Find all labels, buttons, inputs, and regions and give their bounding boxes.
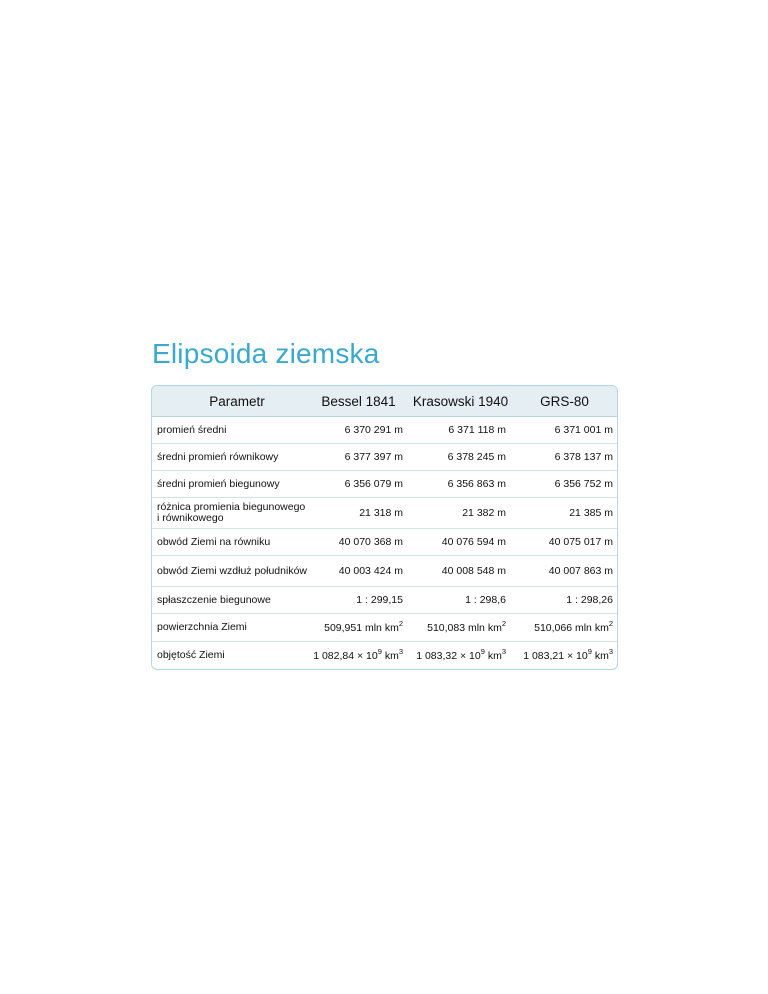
table-row: [152, 614, 617, 642]
value-krasowski: 1 : 298,6: [465, 594, 506, 606]
value-grs80: [512, 618, 617, 634]
value-grs80: 21 385 m: [569, 507, 613, 519]
value-bessel: [308, 618, 409, 634]
row-label: średni promień biegunowy: [157, 477, 280, 490]
exponent: 9: [377, 646, 382, 656]
table-row: [152, 587, 617, 614]
superscript: 2: [501, 618, 506, 628]
unit-text: km: [484, 649, 502, 662]
value-grs80: 6 356 752 m: [554, 478, 613, 490]
row-label: objętość Ziemi: [157, 649, 225, 661]
value-krasowski: [409, 646, 512, 662]
value-text: 1 083,32 × 10: [416, 649, 481, 662]
value-text: 509,951 mln km: [324, 621, 399, 634]
page-title: Elipsoida ziemska: [152, 338, 380, 369]
value-krasowski: 6 371 118 m: [448, 424, 506, 436]
superscript: 3: [608, 646, 613, 656]
superscript: 2: [608, 618, 613, 628]
value-bessel: 1 : 299,15: [356, 594, 403, 606]
superscript: 2: [398, 618, 403, 628]
value-bessel: 6 370 291 m: [344, 424, 403, 436]
header-bessel: Bessel 1841: [321, 393, 396, 409]
value-text: 1 082,84 × 10: [313, 649, 378, 662]
value-krasowski: 21 382 m: [462, 507, 506, 519]
value-grs80: 6 378 137 m: [554, 451, 613, 463]
header-parametr: Parametr: [209, 393, 265, 409]
value-bessel: 6 377 397 m: [344, 451, 403, 463]
value-grs80: 40 075 017 m: [548, 536, 613, 548]
table-row: [152, 417, 617, 444]
table-row: [152, 642, 617, 669]
value-krasowski: 40 076 594 m: [441, 536, 506, 548]
value-bessel: 6 356 079 m: [344, 478, 403, 490]
value-bessel: 40 003 424 m: [338, 565, 403, 577]
value-grs80: 1 : 298,26: [566, 594, 613, 606]
value-krasowski: 40 008 548 m: [441, 565, 506, 577]
row-label: promień średni: [157, 423, 227, 436]
value-bessel: [308, 646, 409, 662]
table-row: [152, 529, 617, 556]
superscript: 3: [501, 646, 506, 656]
exponent: 9: [587, 646, 592, 656]
row-label: spłaszczenie biegunowe: [157, 593, 271, 606]
value-text: 510,066 mln km: [534, 621, 609, 634]
row-label: różnica promienia biegunowego i równikowego: [157, 501, 306, 524]
value-grs80: [512, 646, 617, 662]
value-krasowski: 6 378 245 m: [447, 451, 506, 463]
value-grs80: 6 371 001 m: [554, 424, 613, 436]
value-text: 510,083 mln km: [427, 621, 502, 634]
row-label: obwód Ziemi wzdłuż południków: [157, 564, 307, 577]
table-row: [152, 556, 617, 587]
header-grs80: GRS-80: [540, 393, 589, 409]
row-label: obwód Ziemi na równiku: [157, 535, 271, 548]
table-row: [152, 498, 617, 529]
superscript: 3: [398, 646, 403, 656]
ellipsoid-table: [151, 385, 618, 670]
value-grs80: 40 007 863 m: [548, 565, 613, 577]
table-row: [152, 444, 617, 471]
exponent: 9: [480, 646, 485, 656]
table-row: [152, 471, 617, 498]
value-krasowski: [409, 618, 512, 634]
row-label: średni promień równikowy: [157, 450, 279, 463]
table-header: [152, 386, 617, 417]
value-bessel: 21 318 m: [359, 507, 403, 519]
row-label: powierzchnia Ziemi: [157, 621, 247, 633]
unit-text: km: [591, 649, 609, 662]
value-text: 1 083,21 × 10: [523, 649, 588, 662]
header-krasowski: Krasowski 1940: [412, 393, 509, 409]
unit-text: km: [381, 649, 399, 662]
value-bessel: 40 070 368 m: [338, 536, 403, 548]
value-krasowski: 6 356 863 m: [447, 478, 506, 490]
